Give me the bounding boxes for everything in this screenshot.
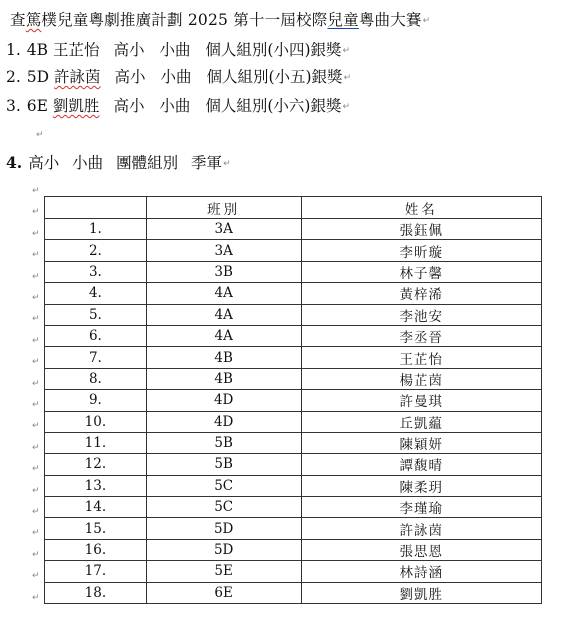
paragraph-mark-icon: ↵ (32, 228, 40, 239)
row-number: 1. (45, 219, 147, 240)
row-class: 6E (146, 582, 301, 603)
paragraph-mark-icon: ↵ (32, 357, 40, 368)
table-row (45, 582, 542, 603)
row-number: 14. (45, 497, 147, 518)
paragraph-mark-icon: ↵ (32, 400, 40, 410)
table-row (45, 432, 542, 453)
row-class: 5D (146, 518, 301, 539)
paragraph-mark-icon: ↵ (32, 207, 40, 218)
title-text-1: 查 (10, 11, 26, 29)
award-group: 個人組別(小四)銀獎 (205, 41, 342, 59)
row-name: 丘凱藴 (301, 411, 542, 432)
paragraph-mark-icon: ↵ (32, 571, 40, 582)
title-text-4: 兒童粵劇推廣計劃 2025 第十一屆校際 (57, 11, 328, 29)
paragraph-mark-icon: ↵ (32, 549, 40, 560)
award-level: 高小 (114, 68, 146, 86)
row-name: 林子馨 (301, 261, 542, 282)
row-number: 4. (45, 283, 147, 304)
row-name: 譚馥晴 (301, 454, 542, 475)
award-group: 個人組別(小五)銀獎 (206, 68, 343, 86)
title-text-5: 兒童 (327, 11, 359, 29)
row-name: 王芷怡 (301, 347, 542, 368)
table-row (45, 240, 542, 261)
row-name: 李瑾瑜 (301, 497, 542, 518)
row-class: 5C (146, 497, 301, 518)
row-name: 林詩涵 (301, 561, 542, 582)
row-name: 黃梓浠 (301, 283, 542, 304)
row-name: 陳穎妍 (301, 432, 542, 453)
row-class: 4B (146, 347, 301, 368)
table-row (45, 347, 542, 368)
row-class: 3B (146, 261, 301, 282)
row-class: 4A (146, 283, 301, 304)
document-title (10, 8, 430, 30)
row-class: 3A (146, 240, 301, 261)
row-class: 3A (146, 219, 301, 240)
row-number: 10. (45, 411, 147, 432)
section-group: 團體組別 (116, 154, 179, 172)
header-name: 姓名 (301, 197, 542, 219)
table-row (45, 325, 542, 346)
award-category: 小曲 (159, 97, 191, 115)
table-row (45, 283, 542, 304)
table-row (45, 261, 542, 282)
row-number: 16. (45, 539, 147, 560)
row-number: 15. (45, 518, 147, 539)
row-name: 陳柔玥 (301, 475, 542, 496)
row-class: 4A (146, 325, 301, 346)
title-text-3: 樸 (41, 11, 58, 29)
title-text-6: 粵曲大賽 (358, 11, 422, 29)
paragraph-mark-icon: ↵ (32, 507, 40, 517)
team-roster-table (44, 196, 542, 604)
paragraph-mark-icon: ↵ (32, 186, 40, 196)
row-number: 8. (45, 368, 147, 389)
table-row (45, 411, 542, 432)
table-row (45, 454, 542, 475)
award-number: 2. (6, 68, 21, 86)
title-text-2: 篤 (25, 11, 42, 29)
row-number: 2. (45, 240, 147, 261)
row-number: 13. (45, 475, 147, 496)
section-number: 4. (6, 153, 23, 172)
award-category: 小曲 (159, 41, 191, 59)
paragraph-mark-icon: ↵ (422, 16, 431, 26)
paragraph-mark-icon: ↵ (342, 102, 350, 112)
row-name: 許詠茵 (301, 518, 542, 539)
award-level: 高小 (113, 97, 145, 115)
row-name: 許曼琪 (301, 390, 542, 411)
row-class: 4D (146, 411, 301, 432)
paragraph-mark-icon: ↵ (32, 293, 40, 303)
row-class: 5E (146, 561, 301, 582)
paragraph-mark-icon: ↵ (32, 528, 40, 539)
header-number (45, 197, 147, 219)
header-class: 班別 (146, 197, 301, 219)
section-result: 季軍 (191, 154, 223, 172)
table-row (45, 390, 542, 411)
paragraph-mark-icon: ↵ (32, 271, 40, 282)
award-class: 4B (26, 41, 49, 59)
paragraph-mark-icon: ↵ (342, 46, 351, 56)
row-class: 5B (146, 454, 301, 475)
row-class: 5D (146, 539, 301, 560)
table-row (45, 304, 542, 325)
row-name: 李昕璇 (301, 240, 542, 261)
table-row (45, 539, 542, 560)
paragraph-mark-icon: ↵ (32, 250, 40, 261)
award-number: 3. (6, 97, 21, 115)
award-line-1 (6, 38, 350, 60)
table-row (45, 561, 542, 582)
award-class: 5D (26, 68, 50, 86)
paragraph-mark-icon: ↵ (32, 378, 40, 389)
paragraph-mark-icon: ↵ (32, 464, 40, 475)
paragraph-mark-icon: ↵ (32, 421, 40, 432)
row-class: 5B (146, 432, 301, 453)
table-row (45, 219, 542, 240)
row-class: 4D (146, 390, 301, 411)
paragraph-mark-icon: ↵ (223, 159, 231, 169)
row-class: 4A (146, 304, 301, 325)
row-number: 6. (45, 325, 147, 346)
table-row (45, 475, 542, 496)
row-name: 李池安 (301, 304, 542, 325)
row-number: 5. (45, 304, 147, 325)
award-student: 劉凱胜 (52, 97, 100, 115)
award-line-2 (6, 65, 351, 87)
paragraph-mark-icon: ↵ (32, 442, 40, 453)
award-class: 6E (26, 97, 48, 115)
section-level: 高小 (28, 154, 60, 172)
row-number: 17. (45, 561, 147, 582)
row-class: 4B (146, 368, 301, 389)
row-number: 12. (45, 454, 147, 475)
table-row (45, 368, 542, 389)
table-header-row (45, 197, 542, 219)
paragraph-mark-icon: ↵ (343, 73, 352, 83)
table-row (45, 518, 542, 539)
award-line-3 (6, 94, 350, 116)
award-number: 1. (6, 41, 21, 59)
row-name: 楊芷茵 (301, 368, 542, 389)
row-name: 劉凱胜 (301, 582, 542, 603)
award-category: 小曲 (160, 68, 192, 86)
table-row (45, 497, 542, 518)
paragraph-mark-icon: ↵ (36, 130, 44, 140)
row-number: 18. (45, 582, 147, 603)
award-level: 高小 (113, 41, 145, 59)
row-number: 11. (45, 432, 147, 453)
section-category: 小曲 (72, 154, 104, 172)
paragraph-mark-icon: ↵ (32, 485, 40, 496)
paragraph-mark-icon: ↵ (32, 314, 40, 325)
award-student: 許詠茵 (54, 68, 101, 86)
section-heading (6, 151, 231, 173)
row-name: 李丞晉 (301, 325, 542, 346)
award-group: 個人組別(小六)銀獎 (205, 97, 342, 115)
row-number: 3. (45, 261, 147, 282)
paragraph-mark-icon: ↵ (32, 335, 40, 346)
row-name: 張鈺佩 (301, 219, 542, 240)
row-class: 5C (146, 475, 301, 496)
row-name: 張思恩 (301, 539, 542, 560)
award-student: 王芷怡 (53, 41, 100, 59)
paragraph-mark-icon: ↵ (32, 592, 40, 603)
row-number: 9. (45, 390, 147, 411)
row-number: 7. (45, 347, 147, 368)
